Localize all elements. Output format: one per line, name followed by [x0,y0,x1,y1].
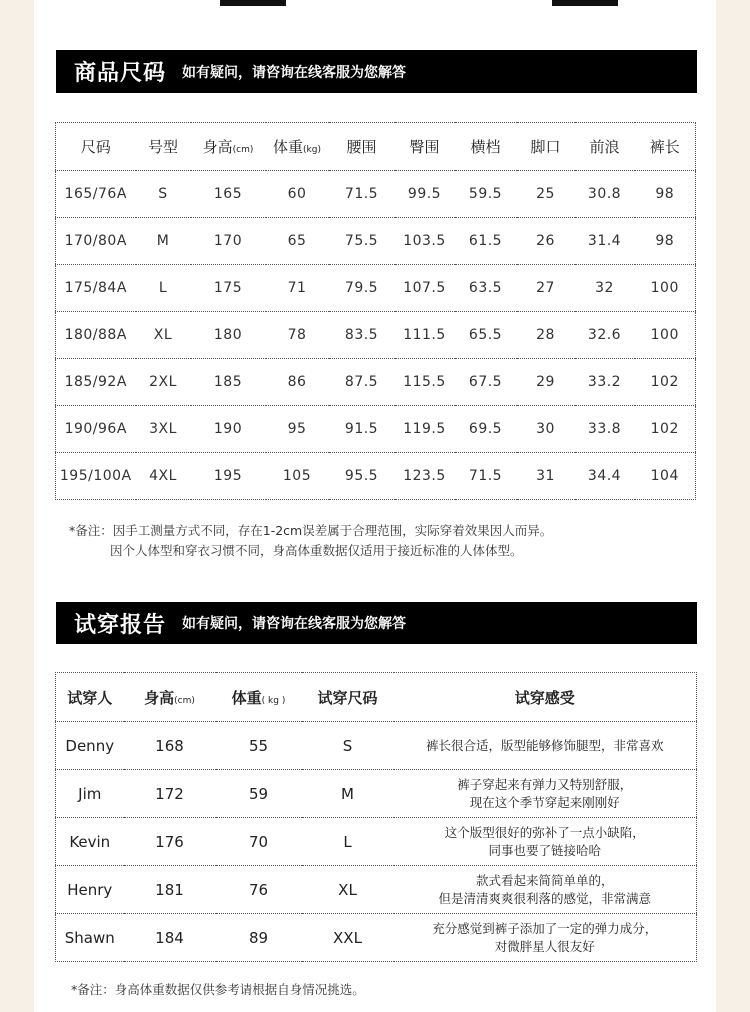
table-row [56,866,697,914]
table-row [56,265,696,312]
table-cell: 31.4 [575,218,635,265]
table-cell: 59.5 [455,171,517,218]
table-cell: 79.5 [329,265,395,312]
table-cell: 26 [517,218,575,265]
table-cell: 63.5 [455,265,517,312]
cropped-top-strip [34,0,716,8]
tester-weight: 89 [248,928,269,947]
table-cell: 69.5 [455,406,517,453]
table-cell: 95 [266,406,329,453]
header-cell: 试穿感受 [394,673,697,722]
table-cell: 115.5 [395,359,455,406]
tester-height: 172 [124,770,216,818]
tester-weight: 70 [216,818,302,866]
table-row [56,818,697,866]
table-cell: 75.5 [329,218,395,265]
table-cell: S [136,171,191,218]
trial-section-banner [56,602,697,644]
cropped-black-block [552,0,618,6]
header-cell: 脚口 [517,123,575,171]
table-cell: 165/76A [56,171,136,218]
table-cell: 100 [635,265,696,312]
table-cell: 99.5 [395,171,455,218]
table-cell: 175/84A [56,265,136,312]
table-cell: 28 [517,312,575,359]
table-cell: 91.5 [329,406,395,453]
table-cell: 180/88A [56,312,136,359]
table-cell: 175 [191,265,266,312]
trial-note: *备注：身高体重数据仅供参考请根据自身情况挑选。 [71,982,365,997]
tester-height: 181 [124,866,216,914]
table-row [56,359,696,406]
tester-name: Henry [56,866,124,914]
table-cell: 119.5 [395,406,455,453]
size-note-line2: 因个人体型和穿衣习惯不同，身高体重数据仅适用于接近标准的人体体型。 [110,543,523,558]
table-cell: 102 [635,359,696,406]
table-row [56,406,696,453]
tester-name: Shawn [64,928,115,947]
table-cell: 87.5 [329,359,395,406]
tester-height: 184 [155,928,184,947]
table-cell: 83.5 [329,312,395,359]
tester-name: Denny [56,722,124,770]
table-cell: 100 [635,312,696,359]
table-cell: 123.5 [403,468,446,484]
tester-weight: 59 [216,770,302,818]
table-cell: 104 [650,468,679,484]
header-cell: 身高(cm) [124,673,216,722]
tester-size: S [302,722,394,770]
unit-label: (cm) [174,695,195,706]
table-cell: 4XL [149,468,177,484]
header-cell: 身高(cm) [191,123,266,171]
header-cell: 前浪 [575,123,635,171]
trial-table [55,672,697,962]
size-section-subtitle: 如有疑问，请咨询在线客服为您解答 [182,64,407,81]
header-cell: 尺码 [56,123,136,171]
table-cell: 60 [266,171,329,218]
header-cell: 体重(kg) [266,123,329,171]
header-cell: 裤长 [635,123,696,171]
tester-feedback: 款式看起来简简单单的， 但是清清爽爽很利落的感觉，非常满意 [394,866,697,914]
tester-feedback: 充分感觉到裤子添加了一定的弹力成分， 对微胖星人很友好 [432,920,658,954]
table-cell: 185 [191,359,266,406]
table-cell: 33.8 [575,406,635,453]
size-section-title: 商品尺码 [74,61,167,86]
table-cell: 78 [266,312,329,359]
header-cell: 试穿人 [56,673,124,722]
size-note-line1: *备注：因手工测量方式不同，存在1-2cm误差属于合理范围，实际穿着效果因人而异。 [69,523,553,538]
table-cell: 30 [517,406,575,453]
table-cell: 95.5 [344,468,379,484]
table-cell: 32.6 [575,312,635,359]
table-row [56,722,697,770]
table-cell: 170 [191,218,266,265]
table-row [56,171,696,218]
tester-feedback: 裤子穿起来有弹力又特别舒服， 现在这个季节穿起来刚刚好 [394,770,697,818]
table-cell: 185/92A [56,359,136,406]
header-cell: 臀围 [395,123,455,171]
trial-section-subtitle: 如有疑问，请咨询在线客服为您解答 [182,616,407,632]
table-cell: 71.5 [468,468,503,484]
tester-feedback: 这个版型很好的弥补了一点小缺陷， 同事也要了链接哈哈 [394,818,697,866]
tester-size: M [302,770,394,818]
table-row [56,914,697,962]
table-cell: 71 [266,265,329,312]
header-cell: 横档 [455,123,517,171]
table-cell: 105 [282,468,312,484]
tester-weight: 76 [216,866,302,914]
table-cell: 180 [191,312,266,359]
table-cell: 34.4 [587,468,622,484]
tester-height: 176 [124,818,216,866]
unit-label: ( kg ) [261,695,286,706]
table-cell: 190 [191,406,266,453]
table-cell: 111.5 [395,312,455,359]
table-cell: 29 [517,359,575,406]
table-cell: 32 [575,265,635,312]
table-cell: 86 [266,359,329,406]
size-table [55,122,696,500]
table-cell: 98 [635,218,696,265]
table-cell: 71.5 [329,171,395,218]
tester-size: XL [302,866,394,914]
table-row [56,453,696,500]
table-cell: 30.8 [575,171,635,218]
cropped-black-block [220,0,286,6]
unit-label: (cm) [232,145,254,155]
table-cell: 3XL [136,406,191,453]
table-cell: 31 [536,468,555,484]
table-cell: 195/100A [59,468,132,484]
header-cell: 号型 [136,123,191,171]
table-cell: 98 [635,171,696,218]
trial-section-title: 试穿报告 [74,612,167,638]
tester-weight: 55 [216,722,302,770]
table-cell: 170/80A [56,218,136,265]
table-cell: 195 [213,468,243,484]
table-cell: 67.5 [455,359,517,406]
table-cell: 102 [635,406,696,453]
content-panel [34,0,716,1012]
table-cell: 2XL [136,359,191,406]
table-cell: 61.5 [455,218,517,265]
table-cell: 165 [191,171,266,218]
table-cell: 65.5 [455,312,517,359]
tester-size: L [302,818,394,866]
table-cell: 190/96A [56,406,136,453]
tester-height: 168 [124,722,216,770]
tester-feedback: 裤长很合适，版型能够修饰腿型，非常喜欢 [394,722,697,770]
table-row [56,218,696,265]
table-cell: 107.5 [395,265,455,312]
tester-size: XXL [333,928,362,947]
table-cell: 25 [517,171,575,218]
table-cell: 65 [266,218,329,265]
table-cell: 27 [517,265,575,312]
size-section-banner [56,50,697,93]
header-cell: 体重( kg ) [216,673,302,722]
unit-label: (kg) [303,145,321,155]
table-row [56,770,697,818]
table-cell: XL [136,312,191,359]
table-cell: 33.2 [575,359,635,406]
table-cell: 103.5 [395,218,455,265]
table-row [56,312,696,359]
table-cell: L [136,265,191,312]
table-cell: M [136,218,191,265]
header-cell: 试穿尺码 [302,673,394,722]
header-cell: 腰围 [329,123,395,171]
tester-name: Kevin [56,818,124,866]
tester-name: Jim [56,770,124,818]
trial-table-header-row [56,673,697,722]
size-table-header-row [56,123,696,171]
